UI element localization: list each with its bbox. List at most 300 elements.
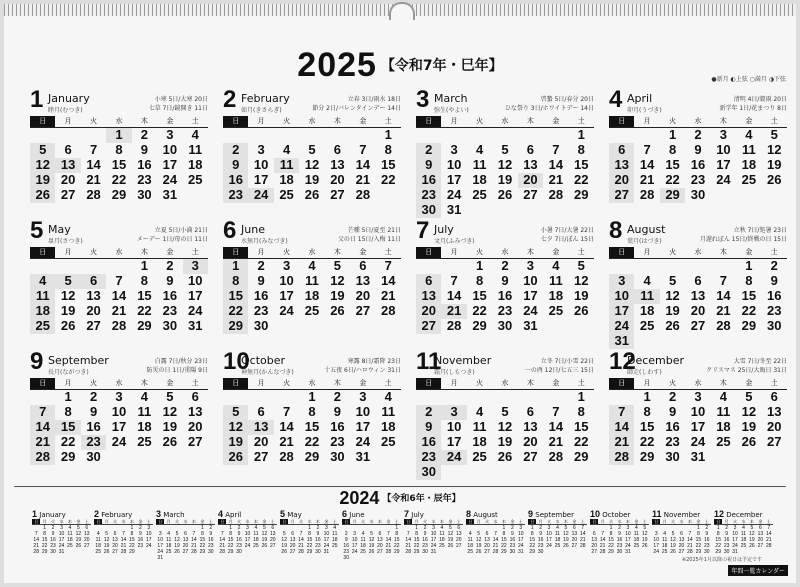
day-cell: 21 xyxy=(716,303,731,318)
mini-day-cell: 4 xyxy=(468,531,472,537)
day-cell: 27 xyxy=(690,318,706,333)
day-grid xyxy=(609,390,787,465)
month-block xyxy=(223,86,401,212)
weekday-label: 金 xyxy=(359,248,367,256)
mini-day-cell: 26 xyxy=(642,543,648,549)
day-cell: 28 xyxy=(548,449,564,464)
day-cell: 26 xyxy=(330,303,345,318)
day-cell: 29 xyxy=(639,449,655,464)
weekday-label: 水 xyxy=(121,519,126,524)
mini-day-cell: 29 xyxy=(413,549,420,555)
day-cell: 18 xyxy=(188,157,203,172)
mini-day-cell: 13 xyxy=(182,537,189,543)
day-cell: 27 xyxy=(523,449,538,464)
day-cell: 29 xyxy=(741,318,757,333)
mini-month-number: 9 xyxy=(528,509,534,519)
day-cell: 22 xyxy=(472,303,487,318)
month-japanese-name: 文月(ふみづき) xyxy=(434,238,475,245)
day-cell: 5 xyxy=(501,404,509,419)
mini-day-cell: 10 xyxy=(146,531,152,537)
day-cell: 21 xyxy=(381,288,396,303)
day-cell: 2 xyxy=(166,258,174,273)
prev-year-title xyxy=(4,488,796,509)
mini-day-cell: 28 xyxy=(385,549,392,555)
mini-day-cell: 7 xyxy=(192,531,196,537)
day-cell: 13 xyxy=(248,420,273,435)
weekday-label: 水 xyxy=(59,519,64,524)
month-number: 4 xyxy=(609,86,623,113)
mini-day-cell: 3 xyxy=(547,525,551,531)
empty-cell xyxy=(30,390,55,405)
day-cell: 11 xyxy=(741,142,756,157)
day-cell: 4 xyxy=(282,142,291,157)
mini-day-cell: 15 xyxy=(306,537,313,543)
weekday-label: 火 xyxy=(476,379,484,387)
mini-day-cell: 10 xyxy=(244,531,251,537)
day-cell: 20 xyxy=(86,303,101,318)
mini-day-cell: 27 xyxy=(484,549,490,555)
weekday-label: 土 xyxy=(191,117,199,125)
mini-day-cell: 16 xyxy=(422,537,428,543)
mini-day-cell: 8 xyxy=(415,531,419,537)
day-cell: 24 xyxy=(162,172,178,187)
day-cell: 24 xyxy=(690,434,706,449)
month-block xyxy=(223,217,401,343)
day-cell: 7 xyxy=(450,273,458,288)
month-name: September xyxy=(48,354,109,367)
weekday-label: 日 xyxy=(156,519,164,524)
mini-day-cell: 30 xyxy=(50,549,56,555)
empty-cell xyxy=(81,259,106,274)
mini-day-cell: 28 xyxy=(766,543,772,549)
day-cell: 31 xyxy=(690,449,706,464)
day-cell: 5 xyxy=(668,273,677,288)
mini-day-cell: 30 xyxy=(704,549,710,555)
weekday-header xyxy=(609,247,787,259)
weekday-label: 日 xyxy=(223,247,248,258)
month-note: 白露 7日/秋分 23日 xyxy=(154,358,208,365)
day-cell: 24 xyxy=(279,303,294,318)
day-cell: 25 xyxy=(304,303,320,318)
month-block xyxy=(30,86,208,212)
day-cell: 17 xyxy=(446,172,462,187)
empty-cell xyxy=(609,128,634,143)
day-cell: 10 xyxy=(188,273,203,288)
day-cell: 10 xyxy=(609,289,634,304)
empty-cell xyxy=(660,259,685,274)
day-cell: 12 xyxy=(497,419,513,434)
weekday-label: 日 xyxy=(218,519,226,524)
day-cell: 7 xyxy=(643,142,651,157)
mini-day-cell: 13 xyxy=(456,531,462,537)
mini-day-cell: 12 xyxy=(642,531,648,537)
mini-day-cell: 18 xyxy=(332,537,338,543)
mini-day-cell: 1 xyxy=(395,525,399,531)
weekday-label: 水 xyxy=(741,519,746,524)
day-cell: 31 xyxy=(355,449,371,464)
mini-day-cell: 24 xyxy=(518,543,524,549)
month-note: 寒露 8日/霜降 23日 xyxy=(347,358,401,365)
mini-day-cell: 6 xyxy=(378,531,382,537)
day-cell: 9 xyxy=(501,273,509,288)
day-cell: 29 xyxy=(60,449,76,464)
day-cell: 18 xyxy=(716,419,731,434)
day-cell: 24 xyxy=(248,188,273,203)
day-grid xyxy=(223,390,401,465)
mini-month-number: 5 xyxy=(280,509,286,519)
mini-month-header xyxy=(404,509,463,519)
mini-day-cell: 8 xyxy=(395,531,399,537)
mini-month-header xyxy=(652,509,711,519)
month-note: 立春 3日/雨水 18日 xyxy=(347,96,401,103)
mini-day-cell: 11 xyxy=(740,531,747,537)
day-cell: 3 xyxy=(526,258,535,273)
mini-day-cell: 6 xyxy=(457,525,461,531)
day-cell: 8 xyxy=(643,404,651,419)
day-cell: 24 xyxy=(188,303,203,318)
mini-month xyxy=(404,509,463,555)
mini-day-cell: 26 xyxy=(670,549,676,555)
mini-day-cell: 9 xyxy=(423,531,427,537)
mini-day-cell: 21 xyxy=(191,543,197,549)
day-cell: 2 xyxy=(223,143,248,158)
weekday-label: 火 xyxy=(476,117,484,125)
mini-day-cell: 14 xyxy=(120,537,127,543)
mini-day-cell: 18 xyxy=(360,543,366,549)
weekday-label: 木 xyxy=(333,117,341,125)
weekday-label: 金 xyxy=(386,519,391,524)
mini-day-cell: 22 xyxy=(695,543,702,549)
day-grid xyxy=(416,259,594,334)
mini-day-cell: 12 xyxy=(368,537,375,543)
weekday-label: 金 xyxy=(324,519,329,524)
month-header xyxy=(223,217,401,247)
day-cell: 10 xyxy=(716,142,731,157)
weekday-label: 水 xyxy=(493,519,498,524)
mini-month xyxy=(32,509,91,555)
weekday-label: 金 xyxy=(552,248,560,256)
prev-era-label: 【令和6年・辰年】 xyxy=(382,494,461,504)
mini-day-cell: 25 xyxy=(554,543,561,549)
month-header xyxy=(609,217,787,247)
mini-day-cell: 13 xyxy=(678,537,685,543)
day-cell: 1 xyxy=(577,389,585,404)
day-cell: 24 xyxy=(355,434,371,449)
day-cell: 13 xyxy=(355,273,371,288)
mini-day-cell: 30 xyxy=(315,549,321,555)
mini-day-cell: 1 xyxy=(130,525,134,531)
day-cell: 6 xyxy=(526,142,535,157)
day-cell: 12 xyxy=(741,404,757,419)
mini-day-cell: 16 xyxy=(208,537,214,543)
month-header xyxy=(223,86,401,116)
day-cell: 9 xyxy=(416,420,441,435)
day-cell: 6 xyxy=(359,258,367,273)
day-cell: 16 xyxy=(137,157,152,172)
mini-day-cell: 24 xyxy=(732,543,738,549)
mini-day-cell: 26 xyxy=(563,543,569,549)
empty-cell xyxy=(30,128,55,143)
mini-day-cell: 9 xyxy=(138,531,142,537)
mini-day-cell: 6 xyxy=(572,525,576,531)
mini-day-cell: 15 xyxy=(199,537,206,543)
mini-day-cell: 26 xyxy=(174,549,180,555)
day-cell: 16 xyxy=(162,288,178,303)
day-cell: 10 xyxy=(279,273,294,288)
mini-day-cell: 9 xyxy=(316,531,320,537)
day-cell: 9 xyxy=(770,273,778,288)
weekday-label: 水 xyxy=(115,117,123,125)
mini-day-cell: 26 xyxy=(368,549,375,555)
weekday-label: 月 xyxy=(476,519,481,524)
mini-day-cell: 22 xyxy=(227,543,234,549)
mini-day-cell: 28 xyxy=(405,549,411,555)
day-cell: 26 xyxy=(60,318,76,333)
month-note: 七草 7日/鏡開き 11日 xyxy=(148,105,208,112)
month-number: 1 xyxy=(30,86,44,113)
day-cell: 30 xyxy=(767,318,782,333)
day-cell: 23 xyxy=(81,435,106,450)
empty-cell xyxy=(634,128,659,143)
mini-day-cell: 23 xyxy=(50,543,56,549)
mini-day-cell: 27 xyxy=(377,549,383,555)
mini-day-cell: 16 xyxy=(509,537,516,543)
weekday-label: 月 xyxy=(643,248,651,256)
day-cell: 13 xyxy=(523,157,538,172)
day-cell: 24 xyxy=(523,303,538,318)
mini-day-cell: 1 xyxy=(609,525,613,531)
mini-day-cell: 23 xyxy=(723,543,730,549)
month-number: 10 xyxy=(223,348,250,375)
day-cell: 20 xyxy=(767,419,782,434)
mini-day-cell: 11 xyxy=(662,537,668,543)
empty-cell xyxy=(711,259,736,274)
mini-day-cell: 26 xyxy=(749,543,755,549)
day-cell: 12 xyxy=(665,288,680,303)
month-note: 啓蟄 5日/春分 20日 xyxy=(540,96,594,103)
weekday-label: 木 xyxy=(140,117,148,125)
mini-day-cell: 25 xyxy=(439,543,445,549)
mini-day-cell: 20 xyxy=(112,543,118,549)
mini-day-cell: 11 xyxy=(67,531,73,537)
day-cell: 13 xyxy=(330,157,345,172)
day-grid xyxy=(30,128,208,203)
footer-note: ※2025年1月以降の祝日は予定です xyxy=(681,557,762,563)
weekday-label: 日 xyxy=(652,519,660,524)
day-cell: 17 xyxy=(609,304,634,319)
day-cell: 31 xyxy=(188,318,203,333)
day-cell: 27 xyxy=(86,318,101,333)
empty-cell xyxy=(416,259,441,274)
weekday-label: 金 xyxy=(552,379,560,387)
month-block xyxy=(416,86,594,217)
day-cell: 31 xyxy=(609,334,634,349)
mini-day-cell: 2 xyxy=(423,525,427,531)
day-cell: 4 xyxy=(552,258,560,273)
mini-day-cell: 27 xyxy=(84,543,90,549)
weekday-label: 金 xyxy=(552,117,560,125)
day-cell: 14 xyxy=(639,157,655,172)
day-cell: 16 xyxy=(253,288,269,303)
day-cell: 7 xyxy=(30,405,55,420)
mini-day-cell: 10 xyxy=(518,531,524,537)
mini-day-cell: 9 xyxy=(705,531,709,537)
mini-day-cell: 9 xyxy=(344,537,348,543)
mini-day-cell: 9 xyxy=(618,531,621,537)
day-cell: 19 xyxy=(330,288,345,303)
day-cell: 9 xyxy=(257,273,265,288)
day-cell: 18 xyxy=(304,288,320,303)
mini-day-cell: 2 xyxy=(316,525,320,531)
weekday-label: 土 xyxy=(146,519,151,524)
day-cell: 3 xyxy=(166,127,174,142)
day-cell: 17 xyxy=(162,157,178,172)
day-cell: 5 xyxy=(30,143,55,158)
mini-day-cell: 31 xyxy=(58,549,65,555)
day-cell: 5 xyxy=(223,405,248,420)
weekday-label: 土 xyxy=(704,519,709,524)
empty-cell xyxy=(467,390,492,405)
mini-day-cell: 11 xyxy=(253,531,259,537)
day-cell: 29 xyxy=(574,449,589,464)
day-cell: 24 xyxy=(441,450,466,465)
mini-day-cell: 4 xyxy=(167,531,171,537)
month-number: 8 xyxy=(609,217,623,244)
day-cell: 11 xyxy=(30,289,55,304)
mini-day-cell: 23 xyxy=(616,543,623,549)
weekday-label: 水 xyxy=(307,519,312,524)
weekday-label: 水 xyxy=(308,117,316,125)
mini-day-cell: 20 xyxy=(270,537,276,543)
weekday-label: 水 xyxy=(183,519,188,524)
month-block xyxy=(609,217,787,348)
day-cell: 23 xyxy=(665,434,680,449)
day-cell: 23 xyxy=(416,188,441,203)
mini-day-cell: 27 xyxy=(678,549,685,555)
mini-month-number: 6 xyxy=(342,509,348,519)
empty-cell xyxy=(416,390,441,405)
day-cell: 21 xyxy=(548,434,564,449)
mini-day-cell: 25 xyxy=(67,543,73,549)
day-cell: 27 xyxy=(330,187,345,202)
weekday-label: 火 xyxy=(283,117,291,125)
weekday-label: 木 xyxy=(563,519,568,524)
weekday-label: 土 xyxy=(577,117,585,125)
day-cell: 12 xyxy=(30,158,55,173)
month-note: 一の酉 12日/七五三 15日 xyxy=(524,367,594,374)
weekday-label: 土 xyxy=(394,519,399,524)
day-cell: 24 xyxy=(111,434,127,449)
mini-day-cell: 10 xyxy=(653,537,659,543)
mini-day-cell: 22 xyxy=(413,543,420,549)
weekday-label: 火 xyxy=(283,248,291,256)
empty-cell xyxy=(543,390,568,405)
day-cell: 11 xyxy=(472,419,487,434)
day-cell: 25 xyxy=(741,172,757,187)
day-cell: 16 xyxy=(497,288,513,303)
mini-day-cell: 3 xyxy=(733,525,737,531)
month-note: 月遅れぼん 15日/終戦の日 15日 xyxy=(699,236,787,243)
mini-day-cell: 21 xyxy=(687,543,693,549)
day-cell: 3 xyxy=(359,389,367,404)
weekday-label: 木 xyxy=(315,519,320,524)
day-cell: 9 xyxy=(223,158,248,173)
day-cell: 13 xyxy=(523,419,538,434)
mini-day-cell: 22 xyxy=(41,543,48,549)
mini-day-grid xyxy=(528,525,587,555)
mini-day-cell: 17 xyxy=(157,543,163,549)
mini-day-cell: 15 xyxy=(129,537,135,543)
empty-cell xyxy=(518,128,543,143)
day-cell: 25 xyxy=(279,187,294,202)
weekday-label: 日 xyxy=(30,247,55,258)
day-cell: 26 xyxy=(574,303,589,318)
day-cell: 19 xyxy=(162,419,178,434)
weekday-label: 木 xyxy=(719,248,727,256)
mini-month-header xyxy=(714,509,773,519)
mini-day-cell: 10 xyxy=(157,537,163,543)
calendar-sheet xyxy=(4,4,796,583)
weekday-label: 火 xyxy=(175,519,180,524)
mini-month-header xyxy=(528,509,587,519)
mini-day-cell: 21 xyxy=(219,543,225,549)
mini-day-cell: 7 xyxy=(767,525,771,531)
empty-cell xyxy=(685,259,710,274)
day-grid xyxy=(416,128,594,218)
weekday-label: 日 xyxy=(342,519,350,524)
day-cell: 27 xyxy=(60,187,76,202)
month-name: May xyxy=(48,223,71,236)
day-cell: 6 xyxy=(81,274,106,289)
mini-month-header xyxy=(590,509,649,519)
day-cell: 10 xyxy=(446,419,462,434)
day-cell: 20 xyxy=(355,288,371,303)
day-grid xyxy=(30,390,208,465)
mini-day-cell: 2 xyxy=(539,525,543,531)
weekday-label: 火 xyxy=(237,519,242,524)
mini-day-cell: 22 xyxy=(199,543,206,549)
mini-day-cell: 21 xyxy=(405,543,411,549)
mini-day-cell: 17 xyxy=(323,537,330,543)
month-number: 12 xyxy=(609,348,636,375)
day-cell: 3 xyxy=(450,142,458,157)
day-cell: 19 xyxy=(60,303,76,318)
mini-day-cell: 4 xyxy=(440,525,444,531)
day-cell: 12 xyxy=(767,142,782,157)
mini-day-cell: 3 xyxy=(147,525,151,531)
day-cell: 30 xyxy=(416,203,441,218)
mini-day-cell: 1 xyxy=(200,525,204,531)
weekday-label: 日 xyxy=(32,519,40,524)
day-cell: 19 xyxy=(741,419,757,434)
mini-day-cell: 14 xyxy=(766,531,772,537)
mini-day-cell: 28 xyxy=(298,549,304,555)
day-cell: 13 xyxy=(767,404,782,419)
day-cell: 14 xyxy=(446,288,462,303)
mini-day-grid xyxy=(652,525,711,555)
mini-day-cell: 1 xyxy=(43,525,47,531)
weekday-label: 日 xyxy=(416,247,441,258)
mini-day-grid xyxy=(466,525,525,555)
mini-day-cell: 2 xyxy=(344,531,348,537)
mini-day-cell: 18 xyxy=(95,543,101,549)
mini-day-cell: 23 xyxy=(137,543,144,549)
day-cell: 25 xyxy=(548,303,564,318)
mini-day-cell: 29 xyxy=(501,549,507,555)
mini-day-cell: 19 xyxy=(368,543,375,549)
day-grid xyxy=(416,390,594,480)
mini-day-cell: 24 xyxy=(653,549,659,555)
